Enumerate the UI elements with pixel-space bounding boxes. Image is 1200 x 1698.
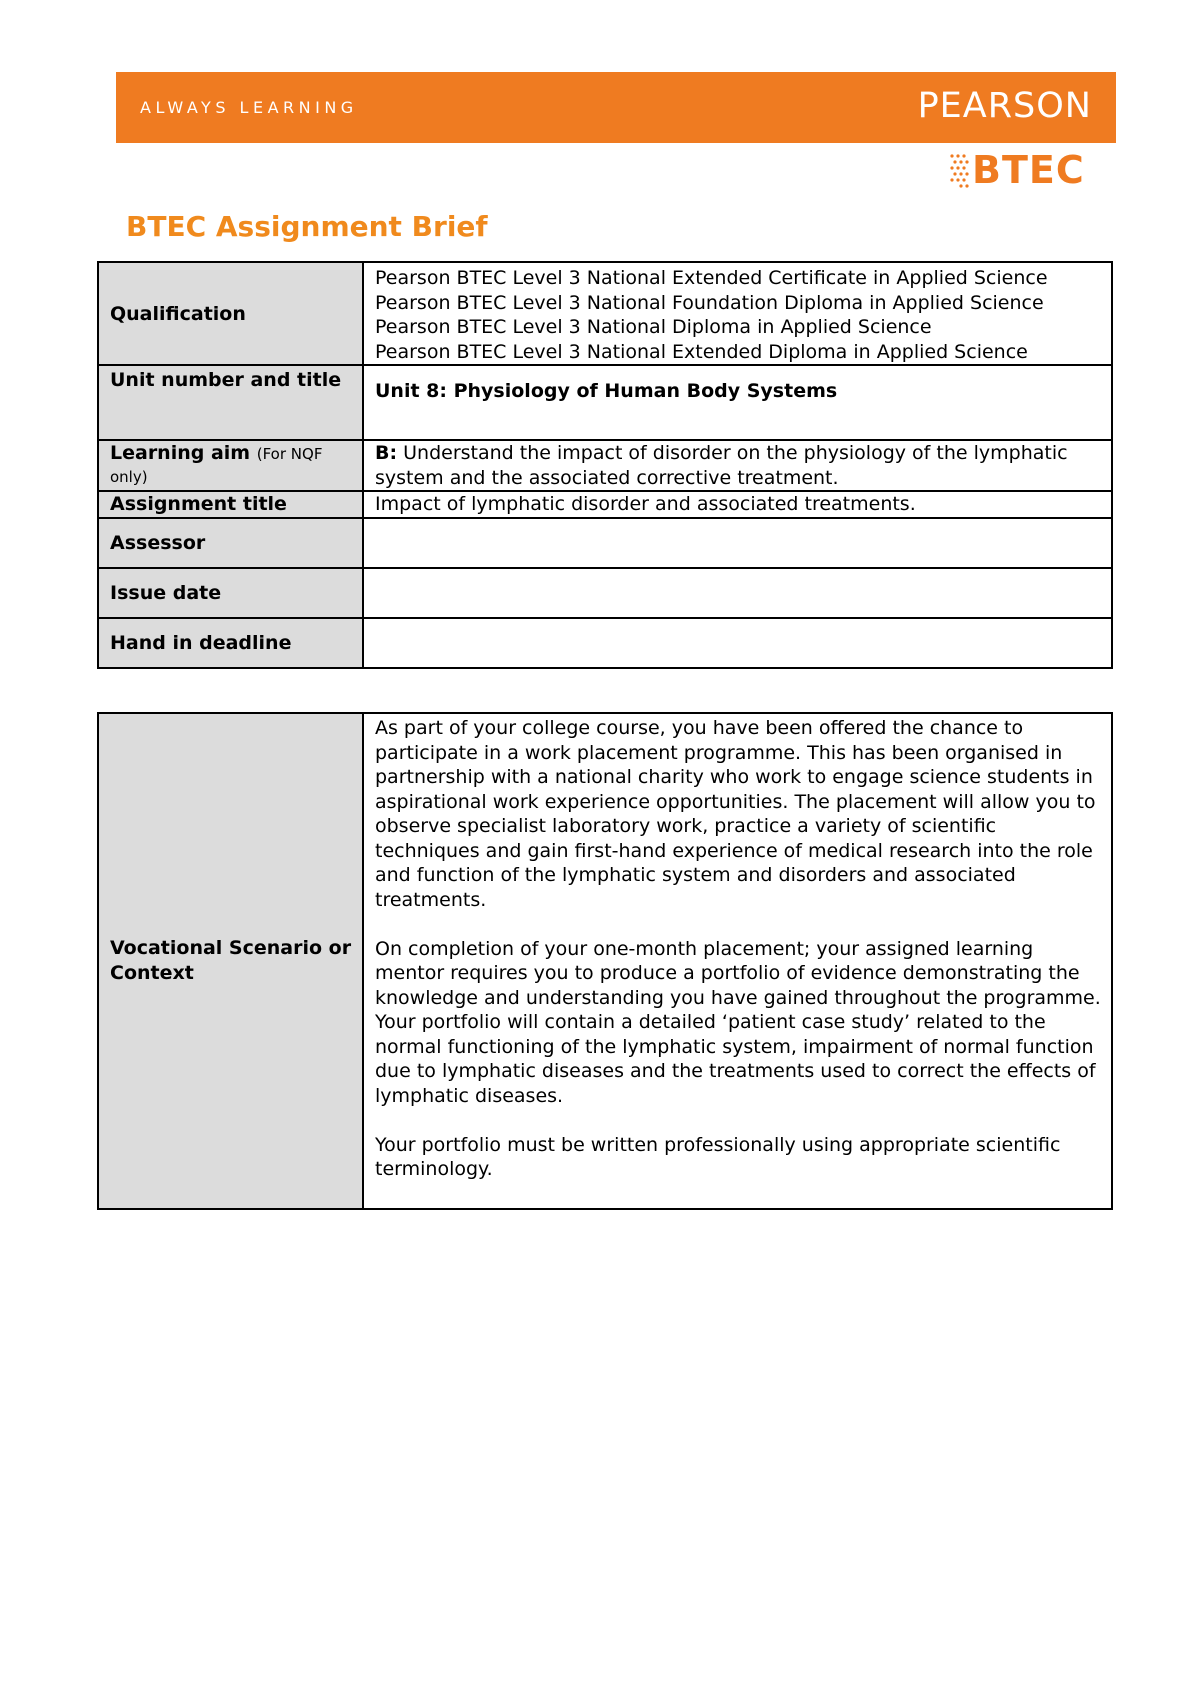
scenario-paragraph: On completion of your one-month placement; your assigned learning mentor requires you to produce a portfolio of evidence demonstrating the knowledge and understanding you have gained throughout the programme. Your portfolio will contain a detailed ‘patient case study’ related to the normal functioning of the lymphatic system, impairment of normal function due to lymphatic diseases and the treatments used to correct the effects of lymphatic diseases. — [375, 937, 1101, 1107]
qualification-item: Pearson BTEC Level 3 National Foundation Diploma in Applied Science — [375, 291, 1044, 314]
deadline-label: Hand in deadline — [98, 618, 363, 668]
unit-value: Unit 8: Physiology of Human Body Systems — [363, 365, 1112, 440]
learning-aim-prefix: B: — [375, 442, 398, 464]
unit-label: Unit number and title — [98, 365, 363, 440]
dots-icon — [948, 150, 970, 190]
details-table — [97, 261, 1113, 669]
row-assessor — [98, 518, 1112, 568]
tagline: ALWAYS LEARNING — [140, 98, 358, 117]
assessor-value — [363, 518, 1112, 568]
row-unit — [98, 365, 1112, 440]
qualification-item: Pearson BTEC Level 3 National Extended Certificate in Applied Science — [375, 267, 1048, 289]
issue-date-label: Issue date — [98, 568, 363, 618]
row-deadline — [98, 618, 1112, 668]
qualification-list — [363, 262, 1112, 365]
brand-name: PEARSON — [917, 86, 1092, 126]
row-qualification — [98, 262, 1112, 365]
qualification-item: Pearson BTEC Level 3 National Extended Diploma in Applied Science — [375, 340, 1028, 363]
scenario-label: Vocational Scenario or Context — [98, 713, 363, 1209]
btec-logo — [948, 148, 1085, 192]
learning-aim-value-cell — [363, 440, 1112, 491]
row-scenario — [98, 713, 1112, 1209]
qualification-item: Pearson BTEC Level 3 National Diploma in Applied Science — [375, 316, 932, 338]
assignment-title-value: Impact of lymphatic disorder and associated treatments. — [363, 491, 1112, 518]
scenario-content — [363, 713, 1112, 1209]
scenario-paragraph: As part of your college course, you have been offered the chance to participate in a work placement programme. This has been organised in partnership with a national charity who work to engage science students in aspirational work experience opportunities. The placement will allow you to observe specialist laboratory work, practice a variety of scientific techniques and gain first-hand experience of medical research into the role and function of the lymphatic system and disorders and associated treatments. — [375, 717, 1096, 911]
issue-date-value — [363, 568, 1112, 618]
qualification-label: Qualification — [98, 262, 363, 365]
assessor-label: Assessor — [98, 518, 363, 568]
learning-aim-note: (For NQF only) — [110, 445, 323, 486]
scenario-table — [97, 712, 1113, 1210]
scenario-paragraph: Your portfolio must be written professionally using appropriate scientific terminology. — [375, 1133, 1061, 1180]
page-title: BTEC Assignment Brief — [126, 210, 488, 243]
learning-aim-label: Learning aim — [110, 442, 251, 464]
assignment-title-label: Assignment title — [98, 491, 363, 518]
row-learning-aim — [98, 440, 1112, 491]
learning-aim-value: Understand the impact of disorder on the physiology of the lymphatic system and the associated corrective treatment. — [375, 442, 1068, 489]
row-issue-date — [98, 568, 1112, 618]
row-assignment-title — [98, 491, 1112, 518]
deadline-value — [363, 618, 1112, 668]
header-banner — [116, 72, 1116, 143]
btec-wordmark: BTEC — [972, 148, 1085, 192]
learning-aim-cell — [98, 440, 363, 491]
